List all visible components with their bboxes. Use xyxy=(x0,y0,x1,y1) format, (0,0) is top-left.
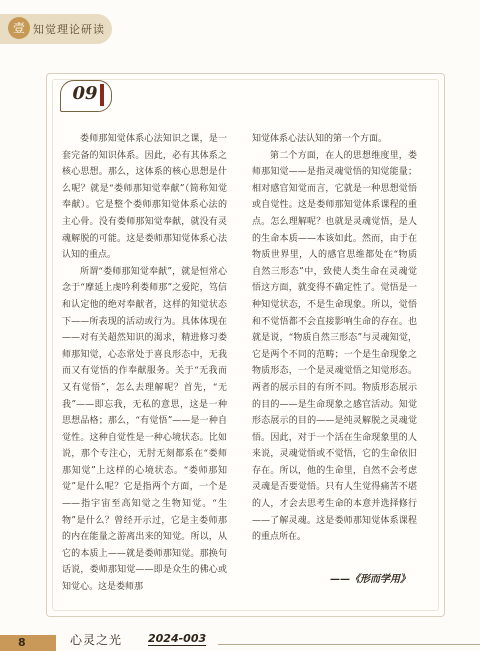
header-logo-icon: 壹 xyxy=(8,17,30,39)
page-number-box xyxy=(0,635,56,651)
paragraph: 娄师那知觉体系心法知识之课，是一套完备的知识体系。因此，必有其体系之核心思想。那么，这体系的核心思想是什么呢？就是“娄师那知觉奉献”（简称知觉奉献）。它是整个娄师那知觉体系心法的主心骨。没有娄师那知觉奉献，就没有灵魂解脱的可能。这是娄师那知觉体系心法认知的重点。 xyxy=(62,134,227,261)
magazine-brand: 心灵之光 xyxy=(70,633,123,647)
badge-accent-bar xyxy=(100,84,104,106)
article-source: ——《形而学用》 xyxy=(330,574,410,585)
paragraph: 第二个方面，在人的思想维度里，娄师那知觉——是指灵魂觉悟的知觉能量；相对感官知觉而言，它就是一种思想觉悟或自觉性。这是娄师那知觉体系课程的重点。怎么理解呢？也就是灵魂觉悟，是人的生命本质——本该如此。然而，由于在物质世界里，人的感官思维都处在“物质自然三形态”中，致使人类生命在灵魂觉悟这方面，就变得不确定性了。觉悟是一种知觉状态，不是生命现象。所以，觉悟和不觉悟都不会直接影响生命的存在。也就是说，“物质自然三形态”与灵魂知觉，它是两个不同的范畴；一个是生命现象之物质形态，一个是灵魂觉悟之知觉形态。两者的展示目的有所不同。物质形态展示的目的——是生命现象之感官活动。知觉形态展示的目的——是纯灵解脱之灵魂觉悟。因此，对于一个活在生命现象里的人来说，灵魂觉悟或不觉悟，它的生命依旧存在。所以，他的生命里，自然不会考虑灵魂是否要觉悟。只有人生觉得痛苦不堪的人，才会去思考生命的本意并选择修行——了解灵魂。这是娄师那知觉体系课程的重点所在。 xyxy=(252,150,417,543)
footer-rule xyxy=(218,644,480,645)
page-number: 8 xyxy=(18,636,26,649)
article-column-right xyxy=(252,131,417,546)
article-column-left xyxy=(62,131,227,596)
issue-number: 2024-003 xyxy=(148,632,207,645)
section-title: 知觉理论研读 xyxy=(33,23,105,36)
paragraph: 知觉体系心法认知的第一个方面。 xyxy=(252,134,388,144)
article-number: 09 xyxy=(72,83,98,104)
paragraph: 所谓“娄师那知觉奉献”，就是恒常心念于“摩延上虔吟利娄师那”之爱陀，笃信和认定他的绝对奉献者，这样的知觉状态下——所表现的活动或行为。具体体现在——对有关超然知识的渴求，精进修习娄师那知觉，心态常处于喜良形态中，无我而又有觉悟的作奉献服务。关于“无我而又有觉悟”，怎么去理解呢？首先，“无我”——即忘我，无私的意思，这是一种思想品格；那么，“有觉悟”——是一种自觉性。这种自觉性是一种心境状态。比如说，那个专注心，无肘无刻都系在“娄师那知觉”上这样的心境状态。“娄师那知觉”是什么呢？它是指两个方面，一个是——指宇宙至高知觉之生物知觉。“生物”是什么？曾经开示过，它是主娄师那的内在能量之游离出来的知觉。所以，从它的本质上——就是娄师那知觉。那换句话说，娄师那知觉——即是众生的佛心或知觉心。这是娄师那 xyxy=(62,266,227,593)
